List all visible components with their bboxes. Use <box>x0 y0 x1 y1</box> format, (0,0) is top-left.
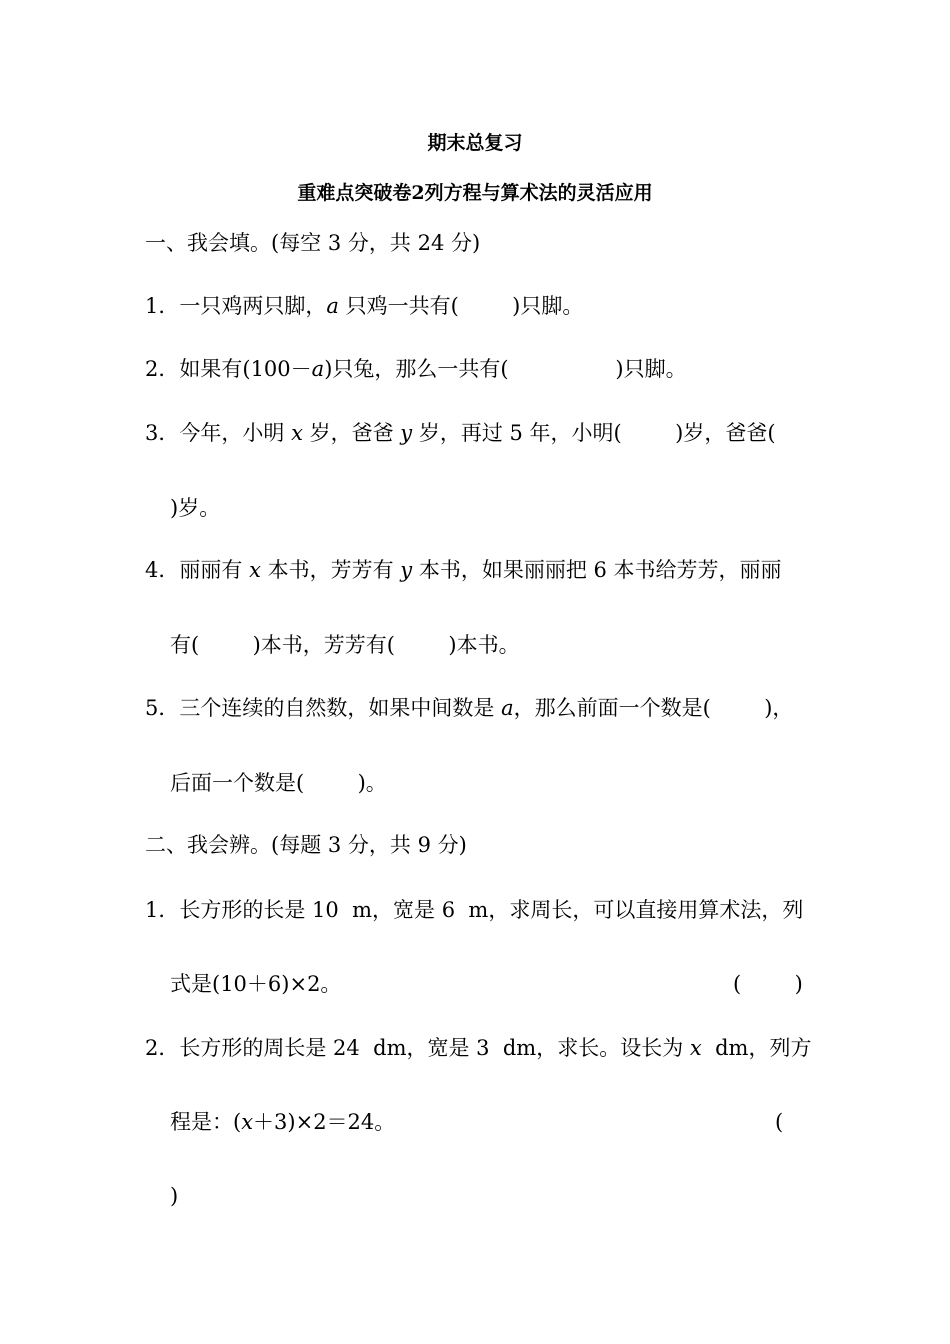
answer-parentheses: ( ) <box>733 972 803 996</box>
variable: a <box>326 294 339 318</box>
s2-question-2-continued <box>170 1108 395 1136</box>
question-text: 一只鸡两只脚， <box>179 294 327 318</box>
s1-question-3-continued: )岁。 <box>170 496 221 520</box>
s1-question-4-continued: 有( )本书，芳芳有( )本书。 <box>170 633 520 657</box>
variable: x <box>249 558 261 582</box>
question-text: 岁，再过 5 年，小明( )岁，爸爸( <box>412 421 776 445</box>
answer-paren-close: ) <box>170 1184 179 1208</box>
question-text: 只鸡一共有( )只脚。 <box>338 294 584 318</box>
question-number: 3． <box>145 421 180 445</box>
variable: x <box>241 1110 254 1134</box>
question-text: 如果有(100－ <box>179 357 312 381</box>
variable: y <box>400 558 413 582</box>
s1-question-2 <box>145 355 687 383</box>
variable: y <box>400 421 413 445</box>
page-title: 期末总复习 <box>427 132 523 154</box>
question-number: 1． <box>145 294 180 318</box>
question-text: 三个连续的自然数，如果中间数是 <box>179 696 502 720</box>
s2-question-2 <box>145 1034 811 1062</box>
s1-question-1 <box>145 292 583 320</box>
page-subtitle: 重难点突破卷2列方程与算术法的灵活应用 <box>297 182 653 204</box>
s2-question-1-continued: 式是(10＋6)×2。 <box>170 972 342 996</box>
question-text: 程是：( <box>170 1110 242 1134</box>
question-number: 5． <box>145 696 180 720</box>
question-text: 丽丽有 <box>179 558 250 582</box>
variable: a <box>311 357 325 381</box>
question-text: 长方形的周长是 24 dm，宽是 3 dm，求长。设长为 <box>179 1036 690 1060</box>
section1-heading: 一、我会填。(每空 3 分，共 24 分) <box>145 231 481 255</box>
question-text: 本书，如果丽丽把 6 本书给芳芳，丽丽 <box>412 558 782 582</box>
section2-heading: 二、我会辨。(每题 3 分，共 9 分) <box>145 833 467 857</box>
variable: x <box>689 1036 702 1060</box>
question-text: 本书，芳芳有 <box>260 558 401 582</box>
question-text: dm，列方 <box>701 1036 812 1060</box>
answer-paren-open: ( <box>775 1110 784 1134</box>
question-text: ＋3)×2＝24。 <box>253 1110 396 1134</box>
question-text: 今年，小明 <box>179 421 292 445</box>
question-number: 4． <box>145 558 180 582</box>
question-text: 长方形的长是 10 m，宽是 6 m，求周长，可以直接用算术法，列 <box>179 898 804 922</box>
s1-question-4 <box>145 556 782 584</box>
variable: a <box>501 696 514 720</box>
question-text: 岁，爸爸 <box>302 421 401 445</box>
question-number: 2． <box>145 357 180 381</box>
s1-question-3 <box>145 419 776 447</box>
s1-question-5 <box>145 694 793 722</box>
question-text: ，那么前面一个数是( )， <box>513 696 794 720</box>
question-text: )只兔，那么一共有( )只脚。 <box>324 357 687 381</box>
s1-question-5-continued: 后面一个数是( )。 <box>170 771 387 795</box>
question-number: 2． <box>145 1036 180 1060</box>
s2-question-1 <box>145 896 803 924</box>
question-number: 1． <box>145 898 180 922</box>
variable: x <box>291 421 303 445</box>
